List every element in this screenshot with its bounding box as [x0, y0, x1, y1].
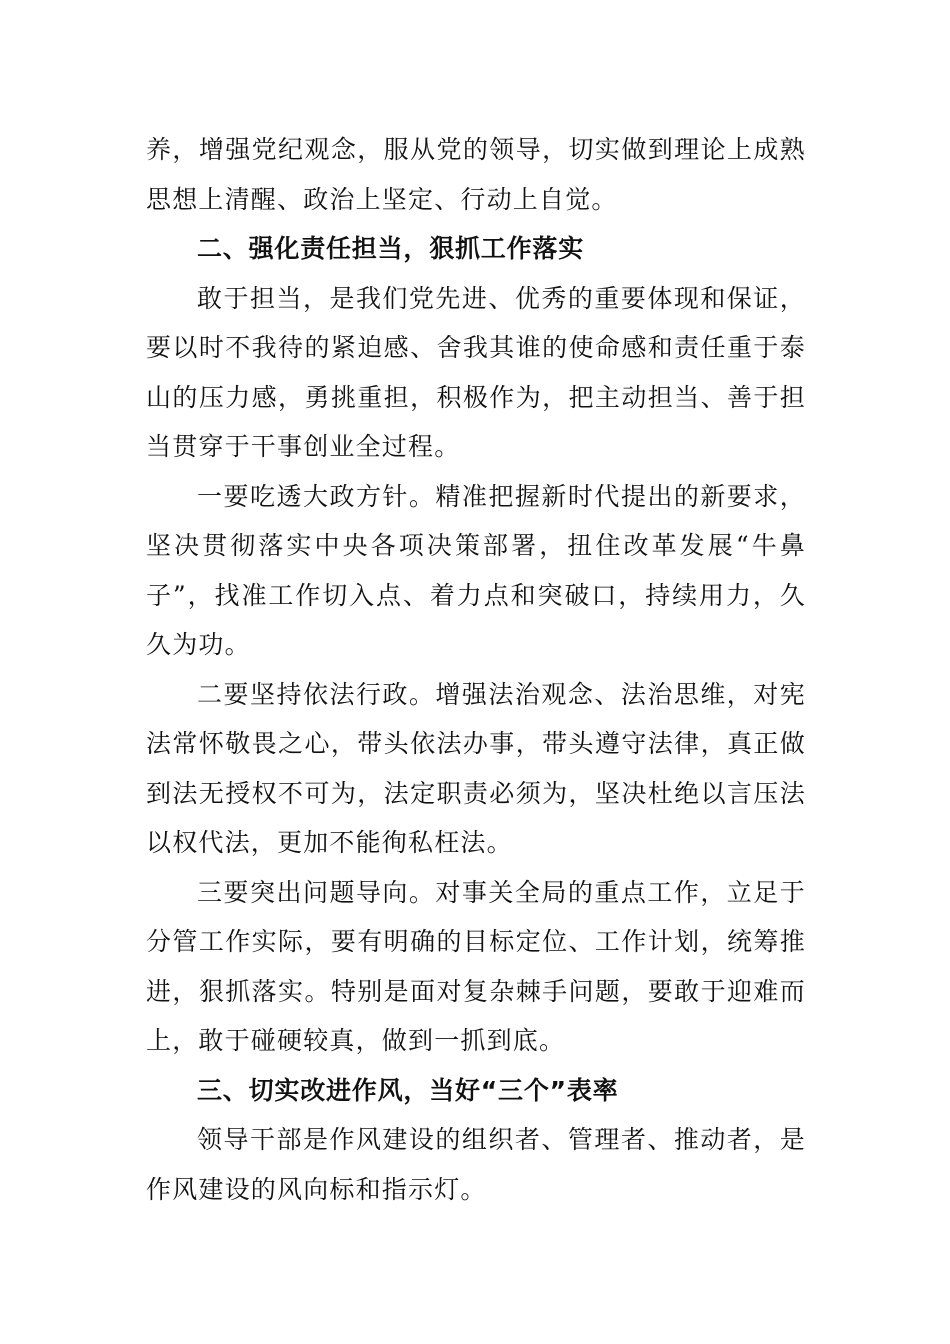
paragraph-line: 一要吃透大政方针。精准把握新时代提出的新要求， [197, 481, 806, 511]
document-page [146, 125, 806, 1214]
paragraph-line: 三要突出问题导向。对事关全局的重点工作，立足于 [197, 877, 806, 907]
paragraph-line: 分管工作实际，要有明确的目标定位、工作计划，统筹推 [146, 927, 806, 956]
paragraph-line: 敢于担当，是我们党先进、优秀的重要体现和保证， [197, 283, 806, 313]
section-heading-two: 二、强化责任担当，狠抓工作落实 [197, 234, 585, 263]
paragraph-line: 久为功。 [146, 630, 251, 659]
paragraph-line: 子”，找准工作切入点、着力点和突破口，持续用力，久 [146, 580, 806, 610]
paragraph-line: 作风建设的风向标和指示灯。 [146, 1174, 487, 1204]
paragraph-line: 要以时不我待的紧迫感、舍我其谁的使命感和责任重于泰 [146, 333, 806, 362]
paragraph-line: 二要坚持依法行政。增强法治观念、法治思维，对宪 [197, 679, 806, 709]
paragraph-line: 进，狠抓落实。特别是面对复杂棘手问题，要敢于迎难而 [146, 976, 806, 1006]
paragraph-line: 到法无授权不可为，法定职责必须为，坚决杜绝以言压法 [146, 778, 806, 808]
paragraph-line: 坚决贯彻落实中央各项决策部署，扭住改革发展“牛鼻 [146, 531, 806, 560]
paragraph-line: 以权代法，更加不能徇私枉法。 [146, 828, 513, 857]
paragraph-line: 法常怀敬畏之心，带头依法办事，带头遵守法律，真正做 [146, 729, 806, 758]
paragraph-line: 上，敢于碰硬较真，做到一抓到底。 [146, 1026, 566, 1055]
paragraph-line: 当贯穿于干事创业全过程。 [146, 432, 461, 461]
paragraph-line: 养，增强党纪观念，服从党的领导，切实做到理论上成熟 [146, 135, 806, 164]
section-heading-three: 三、切实改进作风，当好“三个”表率 [197, 1075, 619, 1105]
paragraph-line: 领导干部是作风建设的组织者、管理者、推动者，是 [197, 1125, 806, 1154]
paragraph-line: 思想上清醒、政治上坚定、行动上自觉。 [146, 184, 618, 214]
paragraph-line: 山的压力感，勇挑重担，积极作为，把主动担当、善于担 [146, 382, 806, 412]
